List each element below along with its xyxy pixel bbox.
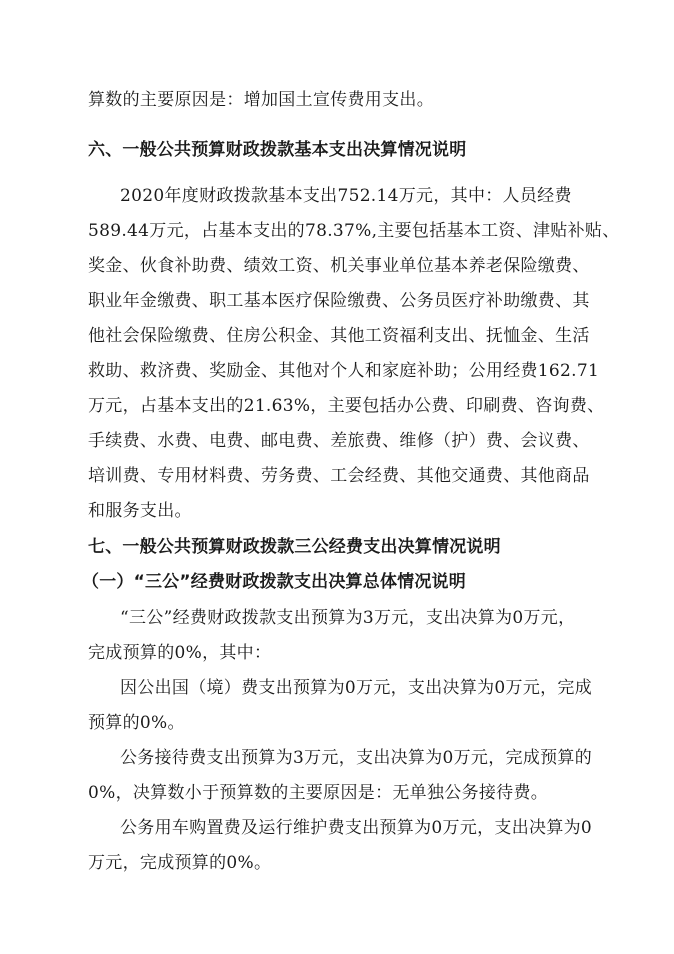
paragraph-line: 完成预算的0%，其中： xyxy=(88,643,272,663)
paragraph-line: 职业年金缴费、职工基本医疗保险缴费、公务员医疗补助缴费、其 xyxy=(88,291,590,311)
paragraph-line: 他社会保险缴费、住房公积金、其他工资福利支出、抚恤金、生活 xyxy=(88,326,590,346)
paragraph-line: 救助、救济费、奖励金、其他对个人和家庭补助；公用经费162.71 xyxy=(88,361,600,381)
paragraph-line: 589.44万元，占基本支出的78.37%,主要包括基本工资、津贴补贴、 xyxy=(88,221,620,241)
subsection-heading: （一）“三公”经费财政拨款支出决算总体情况说明 xyxy=(82,572,466,592)
paragraph-line: “三公”经费财政拨款支出预算为3万元，支出决算为0万元， xyxy=(120,608,576,628)
paragraph-line: 预算的0%。 xyxy=(88,713,185,733)
paragraph-line: 万元，完成预算的0%。 xyxy=(88,853,272,873)
paragraph-line: 万元，占基本支出的21.63%，主要包括办公费、印刷费、咨询费、 xyxy=(88,396,605,416)
paragraph-line: 因公出国（境）费支出预算为0万元，支出决算为0万元，完成 xyxy=(120,678,593,698)
paragraph-line: 和服务支出。 xyxy=(88,501,192,521)
paragraph-line: 培训费、专用材料费、劳务费、工会经费、其他交通费、其他商品 xyxy=(88,466,590,486)
paragraph-line: 2020年度财政拨款基本支出752.14万元，其中：人员经费 xyxy=(120,186,572,206)
paragraph-line: 算数的主要原因是：增加国土宣传费用支出。 xyxy=(88,90,434,110)
section-heading-six: 六、一般公共预算财政拨款基本支出决算情况说明 xyxy=(88,140,467,160)
paragraph-line: 公务接待费支出预算为3万元，支出决算为0万元，完成预算的 xyxy=(120,748,593,768)
section-heading-seven: 七、一般公共预算财政拨款三公经费支出决算情况说明 xyxy=(88,537,501,557)
paragraph-line: 手续费、水费、电费、邮电费、差旅费、维修（护）费、会议费、 xyxy=(88,431,590,451)
paragraph-line: 公务用车购置费及运行维护费支出预算为0万元，支出决算为0 xyxy=(120,818,593,838)
paragraph-line: 0%，决算数小于预算数的主要原因是：无单独公务接待费。 xyxy=(88,783,549,803)
paragraph-line: 奖金、伙食补助费、绩效工资、机关事业单位基本养老保险缴费、 xyxy=(88,256,590,276)
